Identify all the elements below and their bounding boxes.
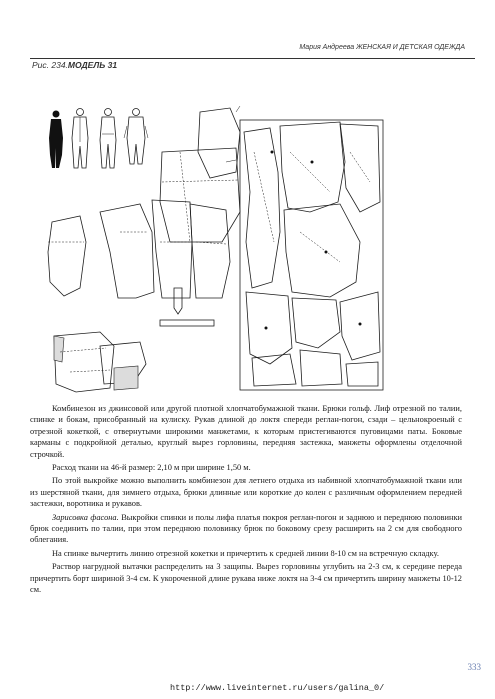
waistband-piece — [160, 288, 214, 326]
paragraph-yoke: На спинке вычертить линию отрезной кокетки и причертить к средней линии 8-10 см на встречную складку. — [52, 548, 439, 558]
book-title: Мария Андреева ЖЕНСКАЯ И ДЕТСКАЯ ОДЕЖДА — [299, 44, 465, 51]
figure-caption — [32, 60, 117, 70]
model-sketches — [49, 109, 148, 169]
trousers-pattern — [100, 200, 230, 298]
paragraph-sketch — [30, 512, 462, 546]
header-rule — [30, 58, 475, 59]
sketch-heading: Зарисовка фасона. — [52, 512, 119, 522]
paragraph-variants: По этой выкройке можно выполнить комбинезон для летнего отдыха из набивной хлопчатобумажной ткани или из шерстяной ткани, для зимнего отдыха, брюки длинные или короткие до колен с различным оформлением передней застежки, воротника и рукавов. — [30, 476, 462, 509]
article-body — [30, 403, 462, 596]
bodice-pattern — [160, 106, 240, 242]
cuff-pattern — [54, 332, 146, 392]
source-url[interactable]: http://www.liveinternet.ru/users/galina_0/ — [170, 683, 385, 693]
sleeve-pattern — [48, 216, 86, 296]
pattern-figure — [40, 92, 385, 394]
sketch-text: Выкройки спинки и полы лифа платья покроя реглан-погон и заднюю и переднюю половинки брюк соединить по талии, при этом переднюю половинку брюк по боковому срезу расширить на 2 см для свободного облегания. — [30, 512, 462, 545]
figure-ref: Рис. 234. — [32, 60, 68, 70]
model-label: МОДЕЛЬ 31 — [67, 60, 118, 70]
page-number: 333 — [467, 662, 481, 672]
pattern-layout — [240, 120, 383, 390]
paragraph-fabric: Расход ткани на 46-й размер: 2,10 м при ширине 1,50 м. — [52, 463, 251, 473]
paragraph-darts: Раствор нагрудной вытачки распределить на 3 защипы. Вырез горловины углубить на 2-3 см, к середине переда причертить борт шириной 3-4 см. К укороченной длине рукава ниже локтя на 3-4 см причертить ширину манжеты 10-12 см. — [30, 562, 462, 595]
paragraph-description: Комбинезон из джинсовой или другой плотной хлопчатобумажной ткани. Брюки гольф. Лиф отрезной по талии, спинке и бокам, присобранный на кулиску. Рукав длиной до локтя спереди реглан-погон, сзади – цельнокроеный с отрезной кокеткой, с отвернутыми широкими манжетами, к которым пристегиваются пуговицами паты. Боковые карманы с подкройной деталью, круглый вырез горловины, передняя застежка, манжеты оформлены отделочной строчкой. — [30, 404, 462, 459]
